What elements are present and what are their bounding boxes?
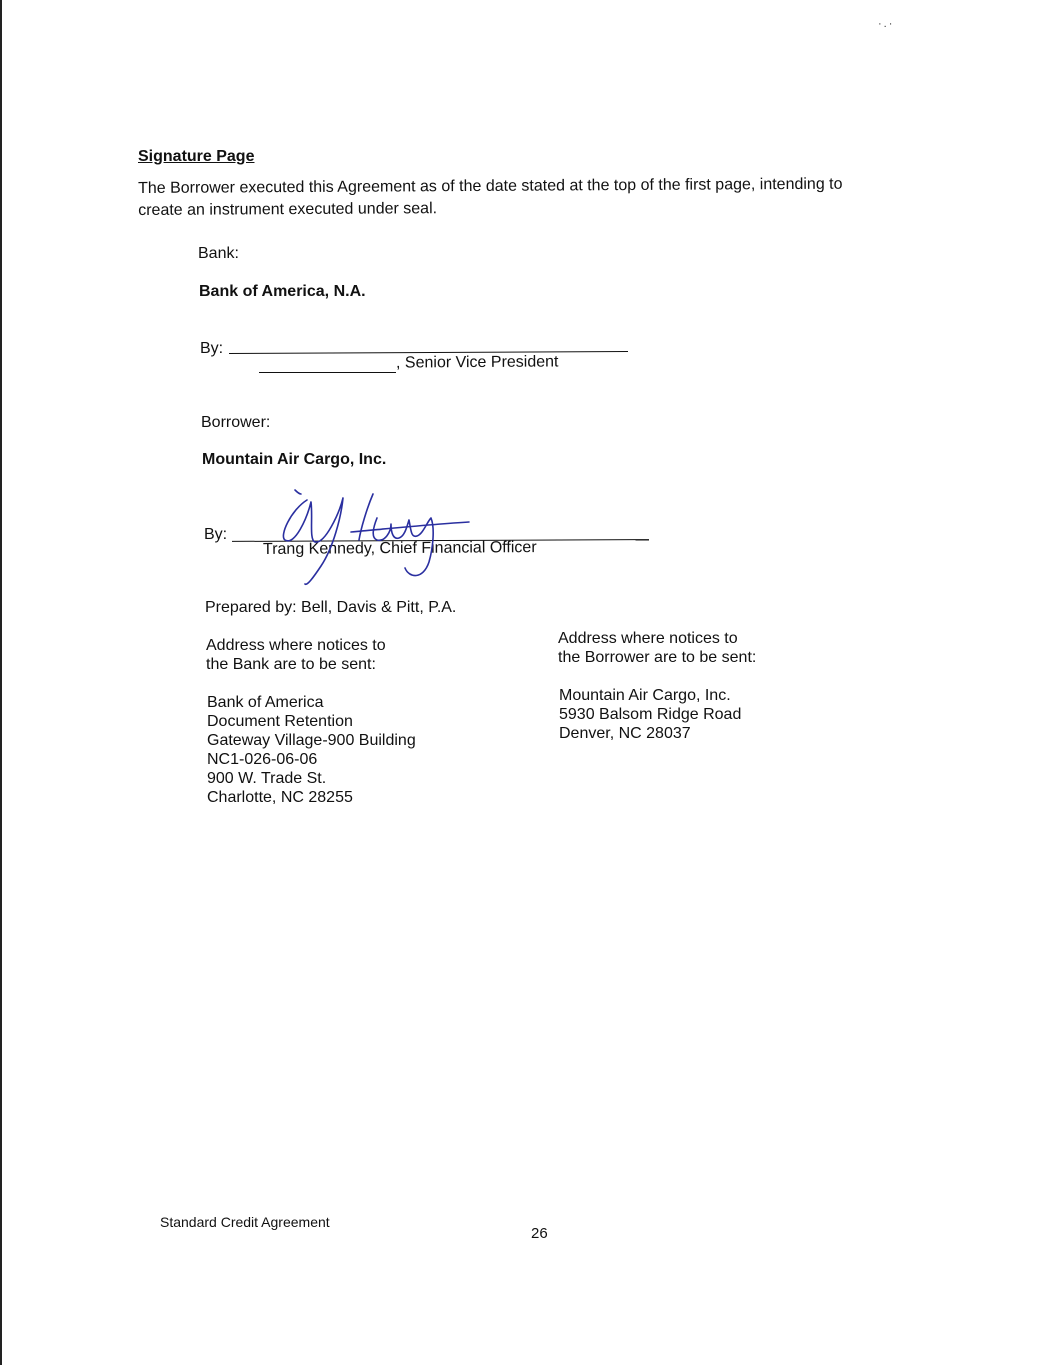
page-title: Signature Page xyxy=(138,148,255,165)
borrower-notice-address xyxy=(559,686,741,743)
scan-edge-line xyxy=(0,0,2,1365)
bank-address-line: Document Retention xyxy=(207,713,353,730)
bank-signer-title: , Senior Vice President xyxy=(395,353,559,372)
bank-address-line: 900 W. Trade St. xyxy=(207,770,327,787)
borrower-notice-heading-line: the Borrower are to be sent: xyxy=(558,649,757,666)
bank-notice-heading xyxy=(206,636,386,674)
bank-signer-name-blank xyxy=(259,372,396,373)
scan-artifact-mark: ·.· xyxy=(878,18,895,30)
bank-notice-heading-line: the Bank are to be sent: xyxy=(206,656,376,673)
bank-address-line: Bank of America xyxy=(207,694,324,711)
bank-address-line: Gateway Village-900 Building xyxy=(207,732,416,749)
prepared-by: Prepared by: Bell, Davis & Pitt, P.A. xyxy=(205,599,457,616)
footer-document-name: Standard Credit Agreement xyxy=(160,1214,330,1230)
bank-name: Bank of America, N.A. xyxy=(199,283,366,300)
bank-address-line: Charlotte, NC 28255 xyxy=(207,789,353,806)
bank-notice-address xyxy=(207,693,416,807)
bank-label: Bank: xyxy=(198,245,239,262)
intro-paragraph: The Borrower executed this Agreement as of the date stated at the top of the first page, intending to create an instrument executed under seal. xyxy=(138,175,843,219)
borrower-notice-heading xyxy=(558,629,756,667)
borrower-label: Borrower: xyxy=(201,414,271,431)
borrower-name: Mountain Air Cargo, Inc. xyxy=(202,451,387,468)
handwritten-signature xyxy=(255,488,485,593)
borrower-by-label: By: xyxy=(204,526,228,543)
bank-address-line: NC1-026-06-06 xyxy=(207,751,318,768)
footer-page-number: 26 xyxy=(531,1225,548,1242)
borrower-signer: Trang Kennedy, Chief Financial Officer xyxy=(262,539,537,558)
borrower-notice-heading-line: Address where notices to xyxy=(558,630,738,647)
borrower-address-line: Denver, NC 28037 xyxy=(559,725,691,742)
borrower-address-line: Mountain Air Cargo, Inc. xyxy=(559,687,731,704)
bank-notice-heading-line: Address where notices to xyxy=(206,637,386,654)
borrower-address-line: 5930 Balsom Ridge Road xyxy=(559,706,742,723)
bank-by-label: By: xyxy=(200,340,224,357)
